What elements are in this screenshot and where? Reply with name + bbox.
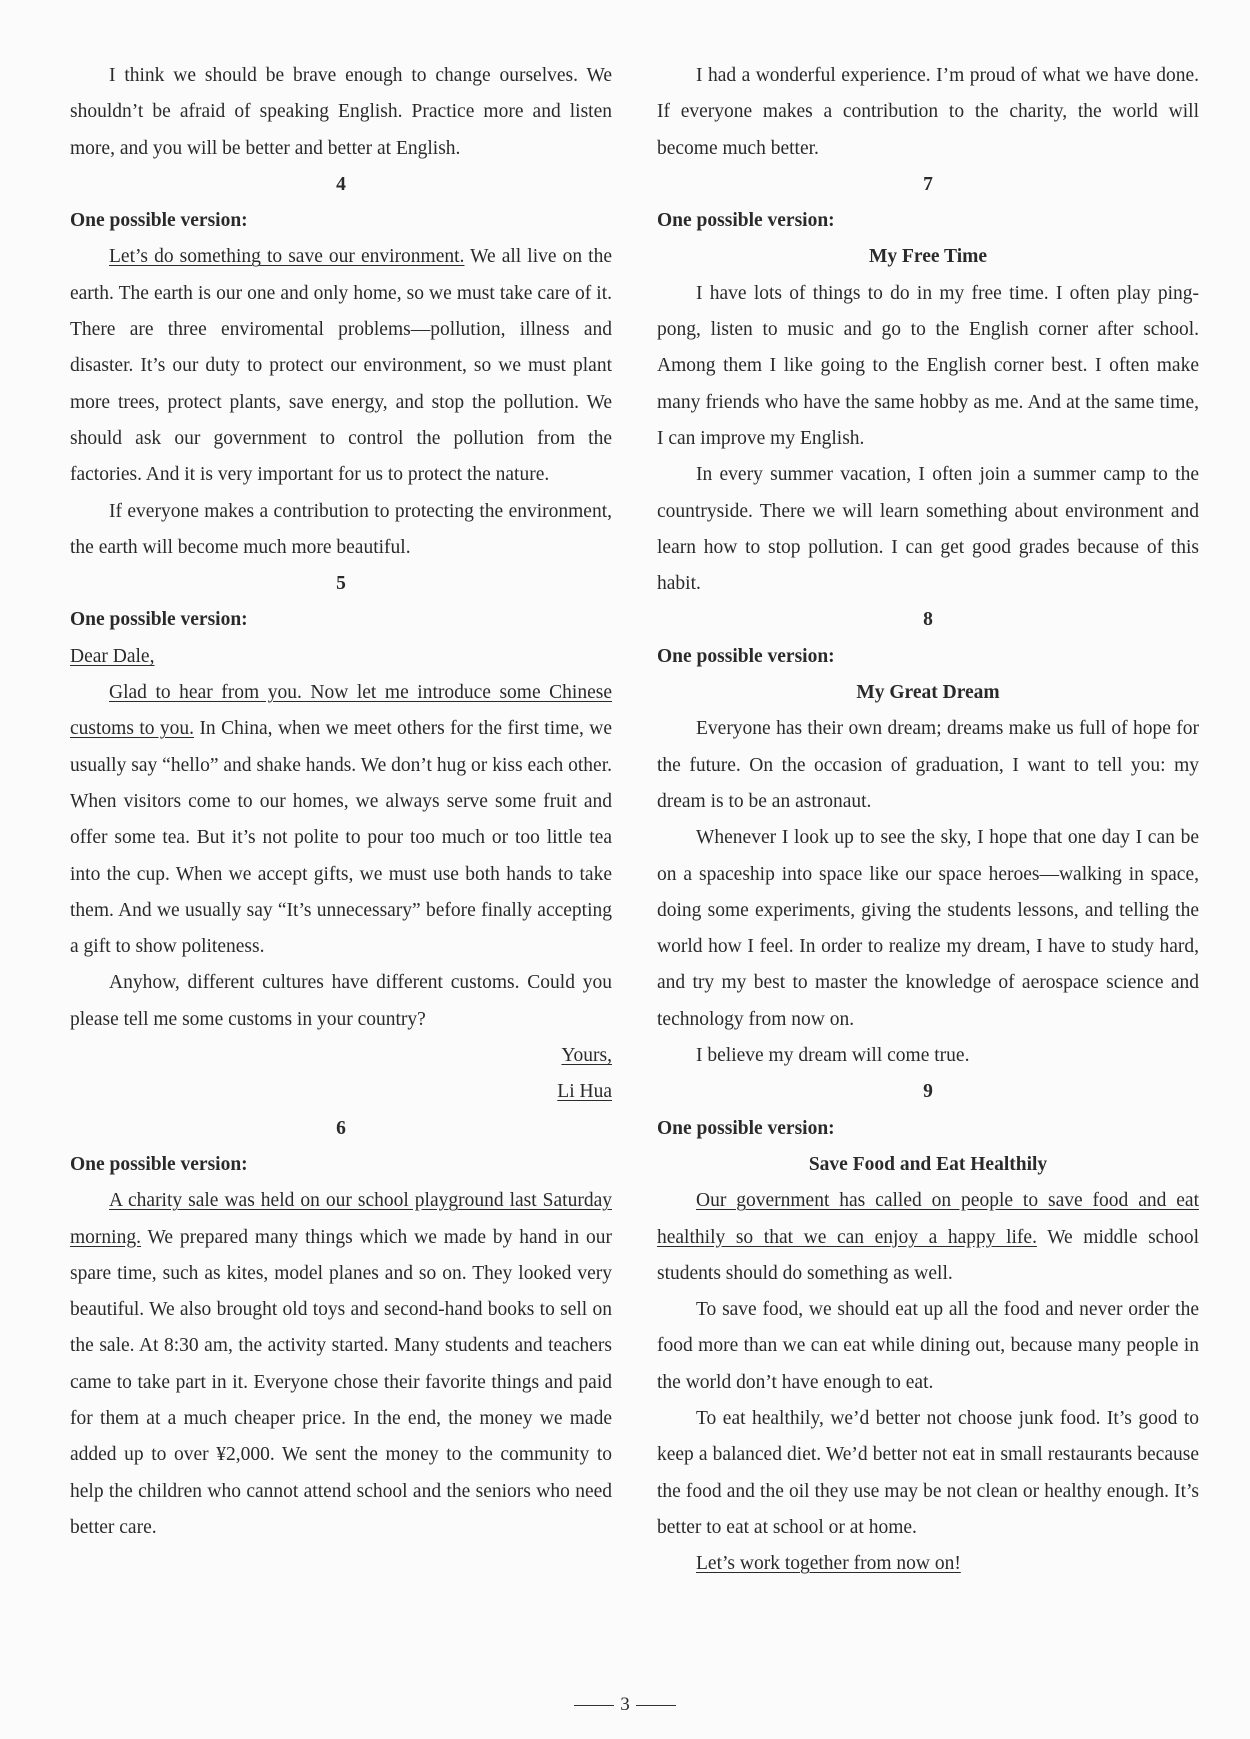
section-5-label: One possible version:: [70, 609, 248, 631]
section-7-title: My Free Time: [868, 246, 988, 268]
intro-paragraph: I think we should be brave enough to change ourselves. We shouldn’t be afraid of speaking English. Practice more and listen more, and you will be better and better at English.: [70, 65, 612, 159]
salutation-text: Dear Dale,: [70, 645, 155, 667]
letter-closing: [70, 1038, 612, 1074]
section-9-closing-underlined: Let’s work together from now on!: [696, 1553, 961, 1575]
footer-dash-left: [574, 1705, 614, 1706]
section-5-paragraph-1: [70, 675, 612, 965]
section-9-title: Save Food and Eat Healthily: [808, 1153, 1048, 1175]
section-8-label: One possible version:: [657, 645, 835, 667]
section-9-paragraph-1: [657, 1183, 1199, 1292]
section-5-underlined-text: Glad to hear from you. Now let me introduce some Chinese customs to you.: [70, 682, 612, 740]
section-9-number: 9: [923, 1081, 933, 1103]
section-4-number: 4: [336, 173, 346, 195]
section-5-paragraph-1-rest: In China, when we meet others for the first time, we usually say “hello” and shake hands. We don’t hug or kiss each other. When visitors come to our homes, we always serve some fruit and offer some tea. But it’s not polite to pour too much or too little tea into the cup. When we accept gifts, we must use both hands to take them. And we usually say “It’s unnecessary” before finally accepting a gift to show politeness.: [70, 718, 612, 958]
section-9-paragraph-2: To save food, we should eat up all the food and never order the food more than we can eat while dining out, because many people in the world don’t have enough to eat.: [657, 1299, 1199, 1393]
section-5-number: 5: [336, 573, 346, 595]
section-8-title: My Great Dream: [856, 682, 1000, 704]
closing-text: Yours,: [561, 1045, 612, 1067]
section-7-label: One possible version:: [657, 210, 835, 232]
section-6-paragraph-1: [70, 1183, 612, 1546]
section-7-number: 7: [923, 173, 933, 195]
section-7-paragraph-1: I have lots of things to do in my free time. I often play ping-pong, listen to music and go to the English corner after school. Among them I like going to the English corner best. I often make many friends who have the same hobby as me. And at the same time, I can improve my English.: [657, 282, 1199, 449]
section-6-continuation: I had a wonderful experience. I’m proud of what we have done. If everyone makes a contribution to the charity, the world will become much better.: [657, 65, 1199, 159]
section-9-paragraph-3: To eat healthily, we’d better not choose junk food. It’s good to keep a balanced diet. We’d better not eat in small restaurants because the food and the oil they use may be not clean or healthy enough. It’s better to eat at school or at home.: [657, 1407, 1199, 1538]
right-column: [657, 58, 1199, 1582]
section-4-underlined-text: Let’s do something to save our environment.: [109, 246, 465, 268]
left-column: [70, 58, 612, 1546]
section-6-number: 6: [336, 1117, 346, 1139]
section-6-underlined-text: A charity sale was held on our school playground last Saturday morning.: [70, 1190, 612, 1248]
section-5-paragraph-2: Anyhow, different cultures have different customs. Could you please tell me some customs in your country?: [70, 972, 612, 1030]
section-9-paragraph-1-rest: We middle school students should do something as well.: [657, 1226, 1199, 1284]
section-5-salutation: [70, 639, 612, 675]
section-9-paragraph-4: [657, 1546, 1199, 1582]
section-8-number: 8: [923, 609, 933, 631]
section-8-paragraph-1: Everyone has their own dream; dreams make us full of hope for the future. On the occasion of graduation, I want to tell you: my dream is to be an astronaut.: [657, 718, 1199, 812]
page-footer: [0, 1694, 1250, 1716]
section-4-paragraph-2: If everyone makes a contribution to protecting the environment, the earth will become much more beautiful.: [70, 500, 612, 558]
section-4-label: One possible version:: [70, 210, 248, 232]
section-4-paragraph-1: [70, 239, 612, 493]
section-6-label: One possible version:: [70, 1153, 248, 1175]
section-8-paragraph-2: Whenever I look up to see the sky, I hope that one day I can be on a spaceship into space like our space heroes—walking in space, doing some experiments, giving the students lessons, and telling the world how I feel. In order to realize my dream, I have to study hard, and try my best to master the knowledge of aerospace science and technology from now on.: [657, 827, 1199, 1030]
signature-text: Li Hua: [557, 1081, 612, 1103]
section-7-paragraph-2: In every summer vacation, I often join a summer camp to the countryside. There we will learn something about environment and learn how to stop pollution. I can get good grades because of this habit.: [657, 464, 1199, 595]
letter-signature: [70, 1074, 612, 1110]
section-4-paragraph-1-rest: We all live on the earth. The earth is our one and only home, so we must take care of it. There are three enviromental problems—pollution, illness and disaster. It’s our duty to protect our environment, so we must plant more trees, protect plants, save energy, and stop the pollution. We should ask our government to control the pollution from the factories. And it is very important for us to protect the nature.: [70, 246, 613, 486]
section-9-label: One possible version:: [657, 1117, 835, 1139]
section-8-paragraph-3: I believe my dream will come true.: [696, 1045, 970, 1067]
section-6-paragraph-1-rest: We prepared many things which we made by hand in our spare time, such as kites, model planes and so on. They looked very beautiful. We also brought old toys and second-hand books to sell on the sale. At 8:30 am, the activity started. Many students and teachers came to take part in it. Everyone chose their favorite things and paid for them at a much cheaper price. In the end, the money we made added up to over ¥2,000. We sent the money to the community to help the children who cannot attend school and the seniors who need better care.: [70, 1226, 612, 1538]
section-9-underlined-text: Our government has called on people to save food and eat healthily so that we can enjoy a happy life.: [657, 1190, 1199, 1248]
page-number: 3: [620, 1694, 630, 1715]
footer-dash-right: [636, 1705, 676, 1706]
